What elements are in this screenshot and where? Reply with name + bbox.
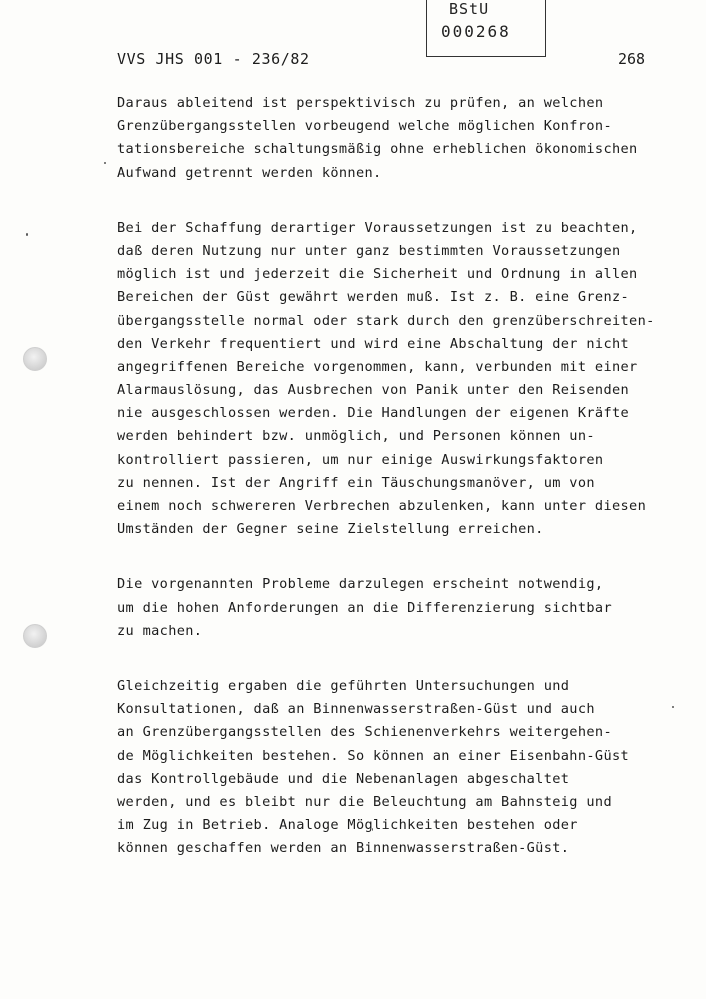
paragraph-4 [117, 675, 687, 861]
text-line: einem noch schwereren Verbrechen abzulenken, kann unter diesen [117, 498, 647, 514]
text-line: Grenzübergangsstellen vorbeugend welche möglichen Konfron- [117, 118, 612, 135]
text-line: nie ausgeschlossen werden. Die Handlungen der eigenen Kräfte [117, 405, 630, 422]
text-line: Umständen der Gegner seine Zielstellung erreichen. [117, 521, 544, 538]
text-line: übergangsstelle normal oder stark durch den grenzüberschreiten- [117, 312, 655, 329]
text-line: Die vorgenannten Probleme darzulegen erscheint notwendig, [117, 576, 604, 593]
text-line: kontrolliert passieren, um nur einige Auswirkungsfaktoren [117, 451, 604, 468]
punch-hole-lower [23, 624, 47, 648]
text-line: angegriffenen Bereiche vorgenommen, kann, verbunden mit einer [117, 358, 638, 375]
archive-stamp [426, 0, 546, 57]
body-text [117, 92, 687, 892]
text-line: an Grenzübergangsstellen des Schienenverkehrs weitergehen- [117, 724, 612, 741]
text-line: zu nennen. Ist der Angriff ein Täuschungsmanöver, um von [117, 474, 595, 491]
paragraph-2 [117, 217, 687, 542]
text-line: daß deren Nutzung nur unter ganz bestimmten Voraussetzungen [117, 242, 621, 259]
text-line: können geschaffen werden an Binnenwasserstraßen-Güst. [117, 840, 570, 857]
paper-speck [104, 162, 106, 164]
stamp-archive-label: BStU [449, 0, 490, 18]
paragraph-3 [117, 573, 687, 643]
text-line: de Möglichkeiten bestehen. So können an einer Eisenbahn-Güst [117, 747, 630, 764]
text-line: Konsultationen, daß an Binnenwasserstraßen-Güst und auch [117, 701, 595, 718]
text-line: Daraus ableitend ist perspektivisch zu prüfen, an welchen [117, 95, 604, 111]
text-line: den Verkehr frequentiert und wird eine Abschaltung der nicht [117, 335, 630, 352]
document-reference: VVS JHS 001 - 236/82 [117, 50, 310, 68]
text-line: möglich ist und jederzeit die Sicherheit und Ordnung in allen [117, 266, 638, 283]
text-line: werden, und es bleibt nur die Beleuchtung am Bahnsteig und [117, 793, 612, 810]
stamp-document-number: 000268 [441, 22, 511, 41]
text-line: werden behindert bzw. unmöglich, und Personen können un- [117, 428, 595, 445]
text-line: tationsbereiche schaltungsmäßig ohne erheblichen ökonomischen [117, 141, 638, 158]
text-line: Bereichen der Güst gewährt werden muß. Ist z. B. eine Grenz- [117, 289, 630, 306]
paragraph-1 [117, 92, 687, 185]
text-line: um die hohen Anforderungen an die Differenzierung sichtbar [117, 599, 612, 616]
text-line: Bei der Schaffung derartiger Voraussetzungen ist zu beachten, [117, 219, 638, 236]
punch-hole-upper [23, 347, 47, 371]
text-line: Alarmauslösung, das Ausbrechen von Panik unter den Reisenden [117, 382, 630, 399]
paper-speck [26, 233, 28, 236]
text-line: Gleichzeitig ergaben die geführten Untersuchungen und [117, 677, 570, 694]
text-line: das Kontrollgebäude und die Nebenanlagen abgeschaltet [117, 770, 570, 787]
text-line: zu machen. [117, 622, 203, 639]
text-line: im Zug in Betrieb. Analoge Möglichkeiten bestehen oder [117, 817, 578, 834]
page-number: 268 [618, 50, 646, 68]
text-line: Aufwand getrennt werden können. [117, 164, 382, 181]
